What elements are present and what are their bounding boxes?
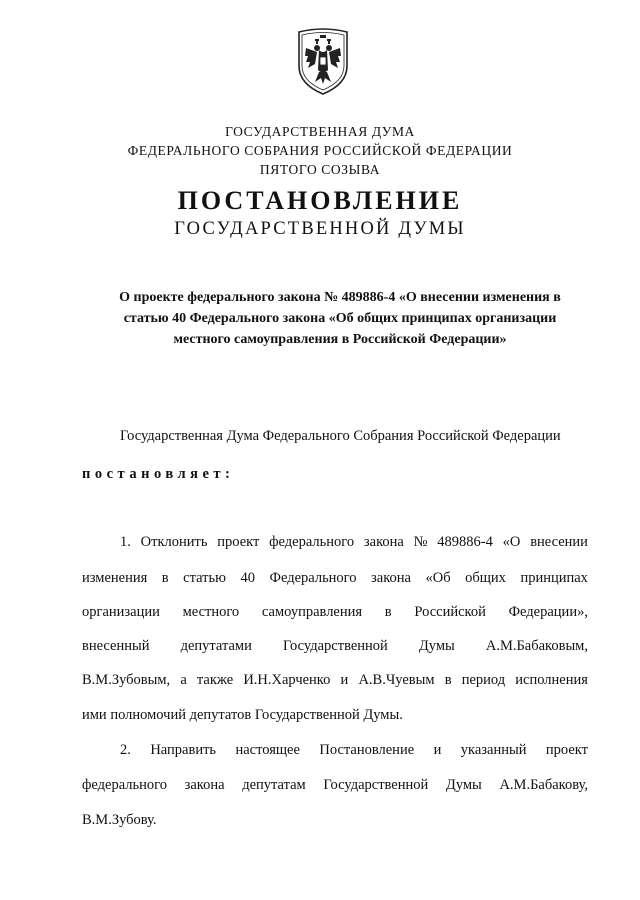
paragraph-1-line <box>120 534 588 551</box>
subject-line: статью 40 Федерального закона «Об общих принципах организации <box>123 311 557 326</box>
word: Постановление <box>319 742 415 758</box>
paragraph-2-line <box>82 777 588 794</box>
word: 489886-4 <box>437 534 493 550</box>
paragraph-1-line <box>82 638 588 655</box>
paragraph-1-line: ими полномочий депутатов Государственной Думы. <box>82 707 403 723</box>
word: изменения <box>82 570 148 586</box>
word: внесенный <box>82 638 150 654</box>
word: в <box>384 604 392 620</box>
word: указанный <box>460 742 527 758</box>
word: закона <box>184 777 225 793</box>
org-name-line1: ГОСУДАРСТВЕННАЯ ДУМА <box>225 124 415 139</box>
word: и <box>340 672 349 688</box>
word: В.М.Зубовым, <box>82 672 171 688</box>
word: Российской <box>414 604 486 620</box>
convocation: ПЯТОГО СОЗЫВА <box>259 162 381 177</box>
word: А.М.Бабаковым, <box>485 638 588 654</box>
word: в <box>161 570 169 586</box>
word: Думы <box>418 638 455 654</box>
word: и <box>433 742 442 758</box>
word: внесении <box>530 534 588 550</box>
word: 1. <box>120 534 131 550</box>
word: Отклонить <box>140 534 208 550</box>
document-type-title: ПОСТАНОВЛЕНИЕ <box>177 186 463 215</box>
word: настоящее <box>235 742 300 758</box>
word: принципах <box>520 570 588 586</box>
word: период <box>461 672 506 688</box>
word: проект <box>217 534 260 550</box>
word: закона <box>363 534 404 550</box>
word: а <box>180 672 187 688</box>
word: также <box>196 672 234 688</box>
word: Федерального <box>269 570 357 586</box>
subject-line: О проекте федерального закона № 489886-4 «О внесении изменения в <box>119 290 561 305</box>
paragraph-1-line <box>82 672 588 689</box>
document-type-subtitle: ГОСУДАРСТВЕННОЙ ДУМЫ <box>174 219 466 239</box>
coat-of-arms-icon <box>293 26 353 96</box>
word: «Об <box>425 570 451 586</box>
document-subject <box>78 287 602 350</box>
word: закона <box>371 570 411 586</box>
decree-verb: постановляет: <box>82 466 235 482</box>
word: И.Н.Харченко <box>243 672 331 688</box>
word: самоуправления <box>261 604 363 620</box>
word: исполнения <box>515 672 588 688</box>
paragraph-1-line <box>82 570 588 587</box>
word: Направить <box>150 742 217 758</box>
word: Думы <box>445 777 482 793</box>
word: № <box>413 534 428 550</box>
org-name-line2: ФЕДЕРАЛЬНОГО СОБРАНИЯ РОССИЙСКОЙ ФЕДЕРАЦИИ <box>127 143 513 158</box>
word: в <box>444 672 452 688</box>
word: Государственной <box>323 777 429 793</box>
paragraph-1-line <box>82 604 588 621</box>
word: местного <box>182 604 240 620</box>
word: 2. <box>120 742 131 758</box>
word: организации <box>82 604 160 620</box>
word: «О <box>502 534 521 550</box>
word: проект <box>545 742 588 758</box>
word: федерального <box>82 777 167 793</box>
word: Государственной <box>282 638 388 654</box>
word: А.В.Чуевым <box>358 672 435 688</box>
word: федерального <box>269 534 355 550</box>
word: депутатам <box>242 777 306 793</box>
paragraph-2-line <box>120 742 588 759</box>
word: статью <box>183 570 226 586</box>
preamble: Государственная Дума Федерального Собрания Российской Федерации <box>120 428 561 444</box>
word: общих <box>465 570 506 586</box>
word: А.М.Бабакову, <box>499 777 588 793</box>
word: депутатами <box>180 638 252 654</box>
word: Федерации», <box>508 604 588 620</box>
paragraph-2-line: В.М.Зубову. <box>82 812 157 828</box>
subject-line: местного самоуправления в Российской Федерации» <box>173 332 507 347</box>
word: 40 <box>240 570 255 586</box>
